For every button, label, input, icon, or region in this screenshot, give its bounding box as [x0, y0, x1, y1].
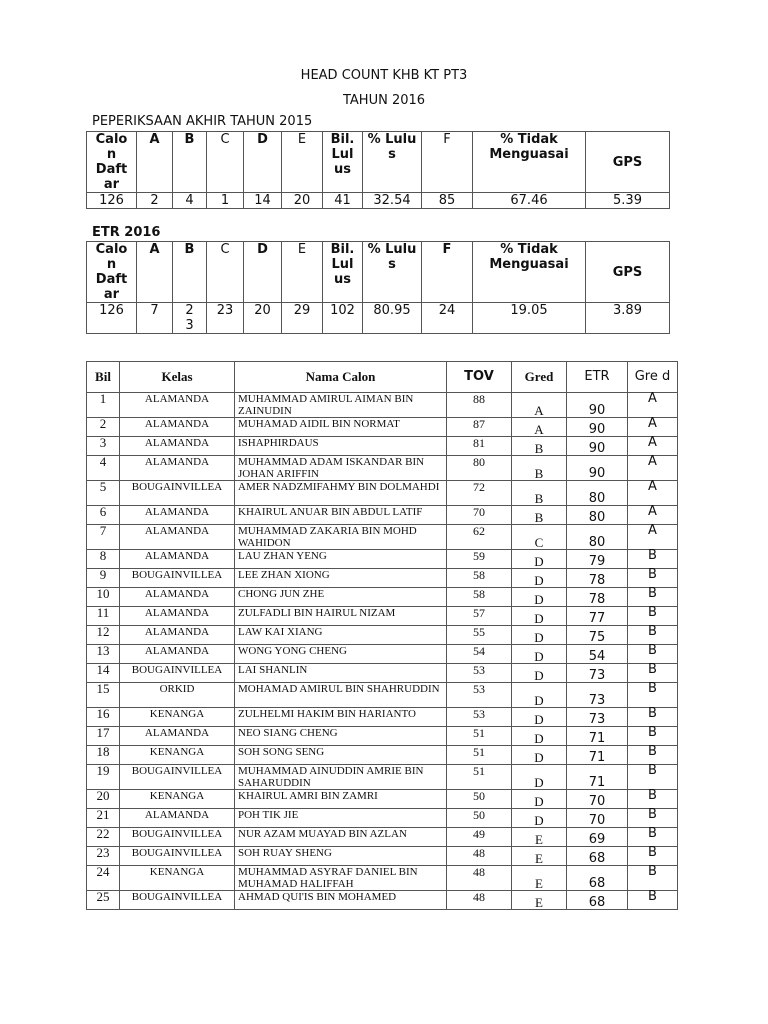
student-row — [87, 708, 678, 727]
cell-nama-calon: LEE ZHAN XIONG — [235, 569, 447, 588]
cell-nama-calon: SOH SONG SENG — [235, 746, 447, 765]
cell-kelas: ALAMANDA — [120, 525, 235, 550]
document-title: HEAD COUNT KHB KT PT3 — [300, 68, 468, 83]
cell-kelas: KENANGA — [120, 790, 235, 809]
header-pct-lulus: % Lulu s — [363, 242, 422, 303]
student-row — [87, 550, 678, 569]
cell-tov: 58 — [447, 588, 512, 607]
header-b: B — [173, 242, 207, 303]
cell-gred: D — [512, 664, 567, 683]
cell-nama-calon: MOHAMAD AMIRUL BIN SHAHRUDDIN — [235, 683, 447, 708]
cell-tov: 53 — [447, 664, 512, 683]
student-row — [87, 607, 678, 626]
cell-bil: 11 — [87, 607, 120, 626]
cell-etr: 70 — [567, 809, 628, 828]
student-row — [87, 418, 678, 437]
cell-bil: 13 — [87, 645, 120, 664]
header-bil-lulus: Bil. Lul us — [323, 132, 363, 193]
cell-gred: A — [512, 418, 567, 437]
cell-nama-calon: KHAIRUL AMRI BIN ZAMRI — [235, 790, 447, 809]
cell-gred-etr: B — [628, 891, 678, 910]
summary-etr-caption: ETR 2016 — [92, 225, 161, 240]
cell-kelas: ALAMANDA — [120, 393, 235, 418]
student-row — [87, 891, 678, 910]
cell-bil: 20 — [87, 790, 120, 809]
value-d: 14 — [244, 193, 282, 209]
cell-gred: B — [512, 506, 567, 525]
cell-gred-etr: B — [628, 765, 678, 790]
cell-bil: 24 — [87, 866, 120, 891]
student-row — [87, 746, 678, 765]
cell-etr: 77 — [567, 607, 628, 626]
cell-tov: 81 — [447, 437, 512, 456]
cell-tov: 53 — [447, 708, 512, 727]
cell-gred-etr: B — [628, 626, 678, 645]
cell-tov: 54 — [447, 645, 512, 664]
value-pct-lulus: 80.95 — [363, 303, 422, 334]
header-bil: Bil — [87, 362, 120, 393]
header-d: D — [244, 242, 282, 303]
header-e: E — [282, 242, 323, 303]
cell-nama-calon: LAI SHANLIN — [235, 664, 447, 683]
cell-nama-calon: POH TIK JIE — [235, 809, 447, 828]
cell-bil: 17 — [87, 727, 120, 746]
cell-kelas: KENANGA — [120, 708, 235, 727]
cell-nama-calon: SOH RUAY SHENG — [235, 847, 447, 866]
value-gps: 5.39 — [586, 193, 670, 209]
header-bil-lulus: Bil. Lul us — [323, 242, 363, 303]
cell-etr: 71 — [567, 727, 628, 746]
value-c: 1 — [207, 193, 244, 209]
cell-kelas: ALAMANDA — [120, 809, 235, 828]
cell-kelas: BOUGAINVILLEA — [120, 765, 235, 790]
cell-kelas: ALAMANDA — [120, 506, 235, 525]
cell-bil: 25 — [87, 891, 120, 910]
cell-bil: 7 — [87, 525, 120, 550]
cell-tov: 51 — [447, 746, 512, 765]
cell-etr: 78 — [567, 588, 628, 607]
header-pct-lulus: % Lulu s — [363, 132, 422, 193]
student-row — [87, 765, 678, 790]
cell-tov: 53 — [447, 683, 512, 708]
cell-bil: 15 — [87, 683, 120, 708]
value-bil-lulus: 41 — [323, 193, 363, 209]
cell-bil: 22 — [87, 828, 120, 847]
summary-2015-caption: PEPERIKSAAN AKHIR TAHUN 2015 — [92, 114, 313, 129]
cell-gred-etr: A — [628, 437, 678, 456]
value-pct-tidak-menguasai: 67.46 — [473, 193, 586, 209]
cell-gred: D — [512, 727, 567, 746]
cell-bil: 6 — [87, 506, 120, 525]
cell-nama-calon: ZULFADLI BIN HAIRUL NIZAM — [235, 607, 447, 626]
cell-kelas: ALAMANDA — [120, 550, 235, 569]
cell-kelas: ALAMANDA — [120, 437, 235, 456]
value-a: 7 — [137, 303, 173, 334]
cell-tov: 48 — [447, 847, 512, 866]
cell-gred: C — [512, 525, 567, 550]
cell-tov: 48 — [447, 866, 512, 891]
student-row — [87, 506, 678, 525]
student-row — [87, 393, 678, 418]
header-d: D — [244, 132, 282, 193]
cell-bil: 12 — [87, 626, 120, 645]
cell-nama-calon: MUHAMMAD AMIRUL AIMAN BIN ZAINUDIN — [235, 393, 447, 418]
cell-gred: D — [512, 645, 567, 664]
cell-gred: D — [512, 708, 567, 727]
cell-nama-calon: ZULHELMI HAKIM BIN HARIANTO — [235, 708, 447, 727]
cell-nama-calon: WONG YONG CHENG — [235, 645, 447, 664]
cell-gred-etr: A — [628, 525, 678, 550]
cell-gred-etr: B — [628, 708, 678, 727]
cell-nama-calon: KHAIRUL ANUAR BIN ABDUL LATIF — [235, 506, 447, 525]
cell-kelas: KENANGA — [120, 866, 235, 891]
student-row — [87, 809, 678, 828]
cell-gred-etr: A — [628, 506, 678, 525]
cell-tov: 87 — [447, 418, 512, 437]
cell-etr: 78 — [567, 569, 628, 588]
cell-gred: D — [512, 765, 567, 790]
cell-gred-etr: B — [628, 588, 678, 607]
value-e: 20 — [282, 193, 323, 209]
cell-gred-etr: B — [628, 727, 678, 746]
cell-etr: 80 — [567, 481, 628, 506]
cell-bil: 1 — [87, 393, 120, 418]
cell-gred: B — [512, 481, 567, 506]
cell-etr: 69 — [567, 828, 628, 847]
cell-tov: 70 — [447, 506, 512, 525]
cell-kelas: ALAMANDA — [120, 456, 235, 481]
student-row — [87, 569, 678, 588]
student-row — [87, 481, 678, 506]
student-row — [87, 727, 678, 746]
cell-gred-etr: A — [628, 393, 678, 418]
cell-gred: E — [512, 828, 567, 847]
cell-nama-calon: LAU ZHAN YENG — [235, 550, 447, 569]
cell-tov: 88 — [447, 393, 512, 418]
cell-etr: 80 — [567, 525, 628, 550]
cell-gred-etr: B — [628, 569, 678, 588]
cell-nama-calon: MUHAMAD AIDIL BIN NORMAT — [235, 418, 447, 437]
cell-tov: 50 — [447, 809, 512, 828]
cell-bil: 5 — [87, 481, 120, 506]
cell-kelas: KENANGA — [120, 746, 235, 765]
cell-nama-calon: MUHAMMAD ASYRAF DANIEL BIN MUHAMAD HALIFFAH — [235, 866, 447, 891]
cell-gred-etr: A — [628, 481, 678, 506]
value-f: 85 — [422, 193, 473, 209]
student-row — [87, 828, 678, 847]
header-f: F — [422, 132, 473, 193]
header-tov: TOV — [447, 362, 512, 393]
cell-nama-calon: MUHAMMAD ZAKARIA BIN MOHD WAHIDON — [235, 525, 447, 550]
summary-header-row — [87, 242, 670, 303]
header-a: A — [137, 242, 173, 303]
cell-etr: 90 — [567, 456, 628, 481]
cell-tov: 80 — [447, 456, 512, 481]
header-pct-tidak-menguasai: % Tidak Menguasai — [473, 242, 586, 303]
value-calon-daftar: 126 — [87, 193, 137, 209]
student-row — [87, 456, 678, 481]
cell-gred: B — [512, 456, 567, 481]
student-row — [87, 683, 678, 708]
cell-kelas: BOUGAINVILLEA — [120, 569, 235, 588]
cell-etr: 79 — [567, 550, 628, 569]
value-a: 2 — [137, 193, 173, 209]
student-row — [87, 525, 678, 550]
cell-gred-etr: B — [628, 746, 678, 765]
cell-bil: 3 — [87, 437, 120, 456]
cell-tov: 51 — [447, 765, 512, 790]
cell-tov: 62 — [447, 525, 512, 550]
cell-bil: 9 — [87, 569, 120, 588]
cell-bil: 18 — [87, 746, 120, 765]
header-calon-daftar: Calo n Daft ar — [87, 132, 137, 193]
cell-etr: 73 — [567, 664, 628, 683]
cell-nama-calon: NUR AZAM MUAYAD BIN AZLAN — [235, 828, 447, 847]
cell-kelas: ALAMANDA — [120, 727, 235, 746]
cell-tov: 48 — [447, 891, 512, 910]
cell-tov: 72 — [447, 481, 512, 506]
header-gps: GPS — [586, 242, 670, 303]
cell-etr: 70 — [567, 790, 628, 809]
cell-nama-calon: NEO SIANG CHENG — [235, 727, 447, 746]
cell-kelas: BOUGAINVILLEA — [120, 664, 235, 683]
header-gred-etr: Gre d — [628, 362, 678, 393]
cell-gred: D — [512, 550, 567, 569]
cell-bil: 8 — [87, 550, 120, 569]
cell-tov: 59 — [447, 550, 512, 569]
header-etr: ETR — [567, 362, 628, 393]
cell-kelas: ALAMANDA — [120, 418, 235, 437]
cell-tov: 50 — [447, 790, 512, 809]
summary-header-row — [87, 132, 670, 193]
student-row — [87, 626, 678, 645]
cell-kelas: BOUGAINVILLEA — [120, 481, 235, 506]
cell-gred: E — [512, 847, 567, 866]
cell-etr: 75 — [567, 626, 628, 645]
cell-bil: 16 — [87, 708, 120, 727]
cell-bil: 2 — [87, 418, 120, 437]
cell-kelas: ALAMANDA — [120, 626, 235, 645]
cell-tov: 49 — [447, 828, 512, 847]
students-header-row — [87, 362, 678, 393]
cell-gred: D — [512, 569, 567, 588]
cell-tov: 51 — [447, 727, 512, 746]
cell-tov: 58 — [447, 569, 512, 588]
cell-gred-etr: A — [628, 418, 678, 437]
cell-gred: D — [512, 607, 567, 626]
value-calon-daftar: 126 — [87, 303, 137, 334]
header-gps: GPS — [586, 132, 670, 193]
value-c: 23 — [207, 303, 244, 334]
value-pct-tidak-menguasai: 19.05 — [473, 303, 586, 334]
cell-bil: 14 — [87, 664, 120, 683]
cell-kelas: ALAMANDA — [120, 607, 235, 626]
cell-etr: 90 — [567, 437, 628, 456]
cell-etr: 68 — [567, 891, 628, 910]
cell-tov: 57 — [447, 607, 512, 626]
value-b: 2 3 — [173, 303, 207, 334]
student-row — [87, 866, 678, 891]
cell-etr: 68 — [567, 847, 628, 866]
cell-nama-calon: AHMAD QUI'IS BIN MOHAMED — [235, 891, 447, 910]
cell-gred-etr: B — [628, 809, 678, 828]
students-table — [86, 361, 678, 910]
header-kelas: Kelas — [120, 362, 235, 393]
summary-value-row — [87, 303, 670, 334]
cell-kelas: BOUGAINVILLEA — [120, 828, 235, 847]
cell-etr: 68 — [567, 866, 628, 891]
header-gred: Gred — [512, 362, 567, 393]
cell-gred: E — [512, 866, 567, 891]
cell-gred: B — [512, 437, 567, 456]
summary-2015-table — [86, 131, 670, 209]
cell-gred-etr: A — [628, 456, 678, 481]
cell-bil: 19 — [87, 765, 120, 790]
cell-etr: 71 — [567, 746, 628, 765]
cell-gred: D — [512, 809, 567, 828]
student-row — [87, 437, 678, 456]
value-gps: 3.89 — [586, 303, 670, 334]
cell-nama-calon: ISHAPHIRDAUS — [235, 437, 447, 456]
cell-gred-etr: B — [628, 866, 678, 891]
header-b: B — [173, 132, 207, 193]
student-row — [87, 790, 678, 809]
cell-gred-etr: B — [628, 790, 678, 809]
cell-gred: A — [512, 393, 567, 418]
cell-etr: 71 — [567, 765, 628, 790]
header-pct-tidak-menguasai: % Tidak Menguasai — [473, 132, 586, 193]
student-row — [87, 664, 678, 683]
cell-bil: 21 — [87, 809, 120, 828]
document-subtitle: TAHUN 2016 — [342, 93, 426, 108]
value-d: 20 — [244, 303, 282, 334]
cell-tov: 55 — [447, 626, 512, 645]
student-row — [87, 847, 678, 866]
cell-gred: D — [512, 683, 567, 708]
header-calon-daftar: Calo n Daft ar — [87, 242, 137, 303]
cell-kelas: BOUGAINVILLEA — [120, 847, 235, 866]
cell-gred-etr: B — [628, 828, 678, 847]
cell-kelas: BOUGAINVILLEA — [120, 891, 235, 910]
cell-gred-etr: B — [628, 683, 678, 708]
cell-gred-etr: B — [628, 847, 678, 866]
value-f: 24 — [422, 303, 473, 334]
header-c: C — [207, 242, 244, 303]
cell-nama-calon: MUHAMMAD ADAM ISKANDAR BIN JOHAN ARIFFIN — [235, 456, 447, 481]
cell-kelas: ALAMANDA — [120, 645, 235, 664]
cell-gred: D — [512, 588, 567, 607]
value-pct-lulus: 32.54 — [363, 193, 422, 209]
cell-etr: 90 — [567, 418, 628, 437]
cell-nama-calon: MUHAMMAD AINUDDIN AMRIE BIN SAHARUDDIN — [235, 765, 447, 790]
cell-nama-calon: AMER NADZMIFAHMY BIN DOLMAHDI — [235, 481, 447, 506]
value-bil-lulus: 102 — [323, 303, 363, 334]
cell-gred-etr: B — [628, 664, 678, 683]
summary-value-row — [87, 193, 670, 209]
cell-bil: 4 — [87, 456, 120, 481]
header-c: C — [207, 132, 244, 193]
student-row — [87, 645, 678, 664]
value-e: 29 — [282, 303, 323, 334]
cell-gred: D — [512, 746, 567, 765]
cell-etr: 90 — [567, 393, 628, 418]
cell-nama-calon: CHONG JUN ZHE — [235, 588, 447, 607]
header-f: F — [422, 242, 473, 303]
header-nama-calon: Nama Calon — [235, 362, 447, 393]
cell-etr: 73 — [567, 683, 628, 708]
cell-bil: 23 — [87, 847, 120, 866]
cell-gred-etr: B — [628, 645, 678, 664]
header-e: E — [282, 132, 323, 193]
cell-kelas: ORKID — [120, 683, 235, 708]
cell-gred: D — [512, 626, 567, 645]
cell-kelas: ALAMANDA — [120, 588, 235, 607]
cell-bil: 10 — [87, 588, 120, 607]
header-a: A — [137, 132, 173, 193]
cell-etr: 54 — [567, 645, 628, 664]
cell-etr: 80 — [567, 506, 628, 525]
cell-nama-calon: LAW KAI XIANG — [235, 626, 447, 645]
student-row — [87, 588, 678, 607]
cell-etr: 73 — [567, 708, 628, 727]
cell-gred: D — [512, 790, 567, 809]
cell-gred: E — [512, 891, 567, 910]
cell-gred-etr: B — [628, 607, 678, 626]
value-b: 4 — [173, 193, 207, 209]
summary-etr-table — [86, 241, 670, 334]
cell-gred-etr: B — [628, 550, 678, 569]
